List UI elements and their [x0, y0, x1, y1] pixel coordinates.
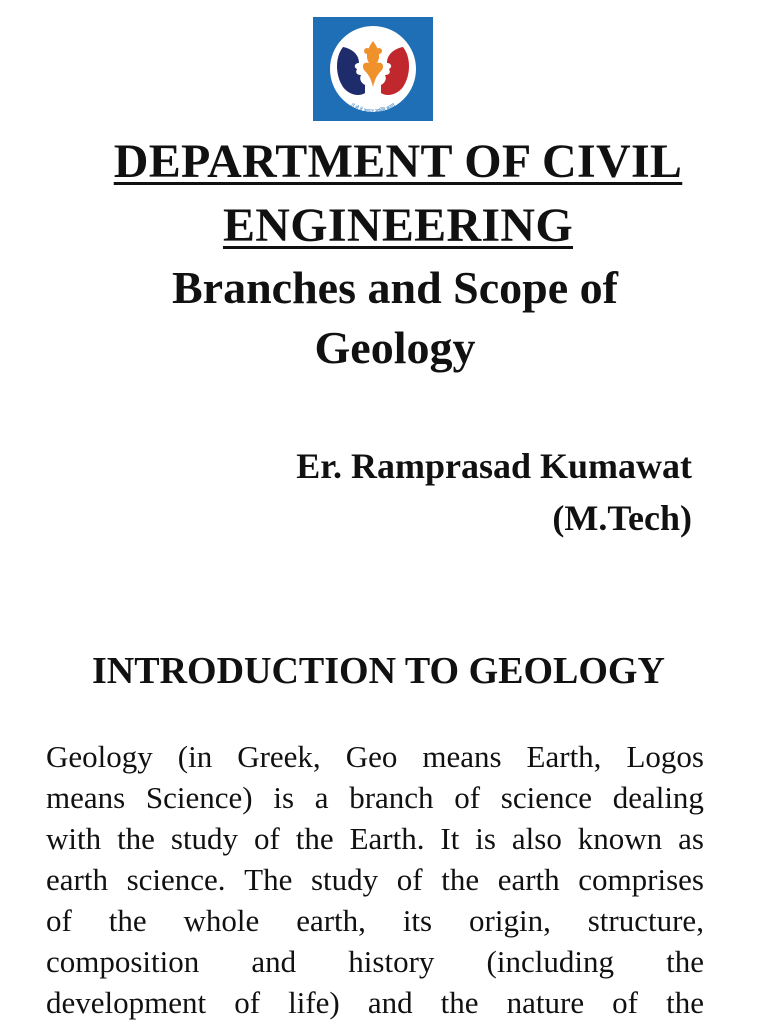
word: is	[475, 821, 496, 856]
topic-title	[0, 258, 768, 378]
logo-motto: तं से वे वदातः स्वस्ति करतु	[349, 102, 397, 115]
word: composition	[46, 944, 200, 979]
word: of	[396, 862, 423, 897]
word: of	[254, 821, 280, 856]
department-title-line1: DEPARTMENT OF CIVIL	[113, 135, 683, 188]
word: study	[310, 862, 379, 897]
word: Logos	[626, 739, 704, 774]
word: of	[612, 985, 638, 1020]
word: whole	[183, 903, 260, 938]
department-title	[0, 130, 768, 258]
word: science.	[126, 862, 226, 897]
author-name: Er. Ramprasad Kumawat	[296, 446, 692, 486]
word: means	[422, 739, 502, 774]
author-qualification: (M.Tech)	[552, 498, 692, 538]
word: Geo	[345, 739, 398, 774]
word: earth	[46, 862, 108, 897]
word: structure,	[587, 903, 704, 938]
word: with	[46, 821, 102, 856]
word: comprises	[578, 862, 704, 897]
word: and	[251, 944, 297, 979]
section-heading: INTRODUCTION TO GEOLOGY	[92, 650, 665, 692]
word: origin,	[469, 903, 551, 938]
word: life)	[288, 985, 340, 1020]
word: its	[402, 903, 433, 938]
paragraph-line	[46, 736, 704, 777]
paragraph-line	[46, 859, 704, 900]
word: earth	[497, 862, 560, 897]
word: known	[577, 821, 663, 856]
word: earth,	[296, 903, 366, 938]
word: the	[295, 821, 334, 856]
word: the	[117, 821, 155, 856]
word: Earth.	[349, 821, 425, 856]
word: is	[273, 780, 295, 815]
author-block	[296, 440, 692, 544]
topic-title-line2: Geology	[314, 322, 476, 373]
paragraph-line	[46, 941, 704, 982]
word: Geology	[46, 739, 153, 774]
topic-title-line1: Branches and Scope of	[172, 262, 618, 313]
word: science	[500, 780, 592, 815]
word: of	[46, 903, 72, 938]
word: history	[348, 944, 435, 979]
word: It	[440, 821, 460, 856]
paragraph-line	[46, 982, 704, 1023]
word: also	[511, 821, 562, 856]
word: Earth,	[526, 739, 602, 774]
word: the	[440, 985, 479, 1020]
word: (including	[486, 944, 614, 979]
word: study	[170, 821, 239, 856]
word: of	[454, 780, 481, 815]
word: means	[46, 780, 126, 815]
intro-paragraph	[46, 736, 704, 1023]
department-title-line2: ENGINEERING	[222, 199, 574, 252]
paragraph-line	[46, 818, 704, 859]
word: (in	[177, 739, 213, 774]
word: the	[666, 944, 704, 979]
paragraph-line	[46, 777, 704, 818]
word: the	[666, 985, 704, 1020]
institute-logo	[313, 17, 433, 121]
word: nature	[506, 985, 585, 1020]
word: of	[234, 985, 261, 1020]
word: The	[244, 862, 293, 897]
institute-logo-two-faces-icon	[313, 17, 433, 121]
word: branch	[349, 780, 434, 815]
word: dealing	[612, 780, 704, 815]
word: a	[314, 780, 329, 815]
word: as	[678, 821, 704, 856]
word: the	[108, 903, 147, 938]
word: the	[441, 862, 480, 897]
word: Greek,	[237, 739, 321, 774]
word: and	[367, 985, 413, 1020]
paragraph-line	[46, 900, 704, 941]
word: Science)	[145, 780, 253, 815]
word: development	[46, 985, 207, 1020]
